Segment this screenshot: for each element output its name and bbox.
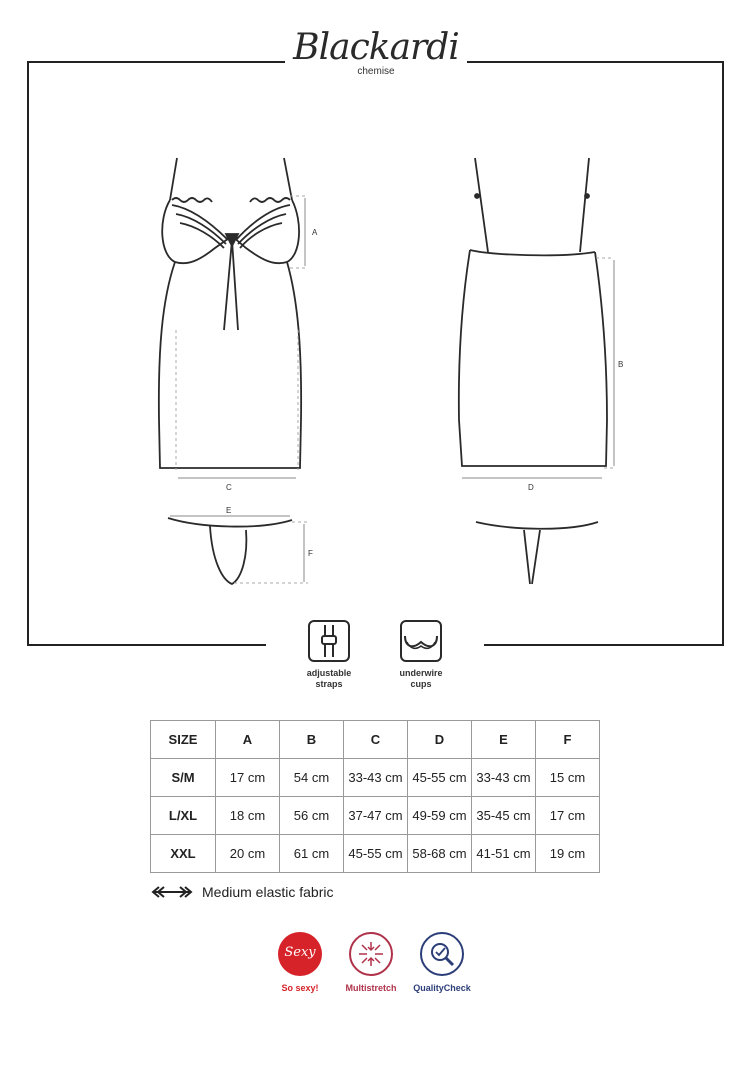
- header-size: SIZE: [151, 721, 216, 759]
- chemise-front-drawing: [159, 158, 301, 468]
- table-cell: 15 cm: [536, 759, 600, 797]
- multistretch-icon: [349, 932, 393, 976]
- front-measure-guides: [176, 196, 305, 470]
- dimension-label-f: F: [308, 549, 313, 558]
- sexy-badge-text: Sexy: [284, 945, 316, 960]
- table-cell: 17 cm: [536, 797, 600, 835]
- table-cell: 49-59 cm: [408, 797, 472, 835]
- feature-underwire-cups: [376, 620, 466, 690]
- table-cell: 61 cm: [280, 835, 344, 873]
- header-b: B: [280, 721, 344, 759]
- feature-label-line1: underwire: [399, 668, 443, 678]
- dimension-label-b: B: [618, 360, 624, 369]
- underwire-cups-icon: [400, 620, 442, 662]
- dimension-label-e: E: [226, 506, 232, 515]
- fabric-note: [150, 884, 334, 900]
- quality-check-icon: [420, 932, 464, 976]
- stretch-arrow-icon: [150, 886, 194, 898]
- feature-adjustable-straps: [284, 620, 374, 690]
- table-row: [151, 759, 600, 797]
- table-row: [151, 835, 600, 873]
- table-cell: 37-47 cm: [344, 797, 408, 835]
- table-header-row: [151, 721, 600, 759]
- product-type: chemise: [357, 66, 395, 77]
- table-cell: 33-43 cm: [344, 759, 408, 797]
- table-cell: 33-43 cm: [472, 759, 536, 797]
- size-table: [150, 720, 600, 873]
- header-c: C: [344, 721, 408, 759]
- badge-label: Multistretch: [345, 983, 397, 993]
- adjustable-straps-icon: [308, 620, 350, 662]
- fabric-text: Medium elastic fabric: [202, 884, 334, 900]
- table-cell: 35-45 cm: [472, 797, 536, 835]
- thong-front-drawing: [168, 518, 292, 584]
- badge-label: So sexy!: [281, 983, 319, 993]
- table-cell: 54 cm: [280, 759, 344, 797]
- header-a: A: [216, 721, 280, 759]
- dimension-label-d: D: [528, 483, 534, 492]
- brand-logo: Blackardi: [293, 27, 459, 68]
- header-f: F: [536, 721, 600, 759]
- back-measure-arrows: [462, 260, 614, 478]
- chemise-back-drawing: [459, 158, 607, 466]
- brand-header: [290, 28, 462, 77]
- table-cell: 58-68 cm: [408, 835, 472, 873]
- badge-quality-check: [397, 932, 487, 993]
- table-cell: 19 cm: [536, 835, 600, 873]
- table-cell: 18 cm: [216, 797, 280, 835]
- table-cell: 45-55 cm: [408, 759, 472, 797]
- badge-label: QualityCheck: [413, 983, 471, 993]
- frame-left: [28, 62, 285, 645]
- feature-label-line2: cups: [410, 679, 432, 689]
- table-cell: 45-55 cm: [344, 835, 408, 873]
- feature-label-line1: adjustable: [306, 668, 352, 678]
- table-row: [151, 797, 600, 835]
- dimension-label-c: C: [226, 483, 232, 492]
- size-cell: L/XL: [151, 797, 216, 835]
- size-cell: XXL: [151, 835, 216, 873]
- table-cell: 17 cm: [216, 759, 280, 797]
- table-cell: 20 cm: [216, 835, 280, 873]
- table-cell: 41-51 cm: [472, 835, 536, 873]
- dimension-label-a: A: [312, 228, 318, 237]
- frame-right: [467, 62, 723, 645]
- header-e: E: [472, 721, 536, 759]
- feature-label-line2: straps: [315, 679, 343, 689]
- sexy-badge-icon: [278, 932, 322, 976]
- table-cell: 56 cm: [280, 797, 344, 835]
- size-cell: S/M: [151, 759, 216, 797]
- thong-back-drawing: [476, 522, 598, 584]
- header-d: D: [408, 721, 472, 759]
